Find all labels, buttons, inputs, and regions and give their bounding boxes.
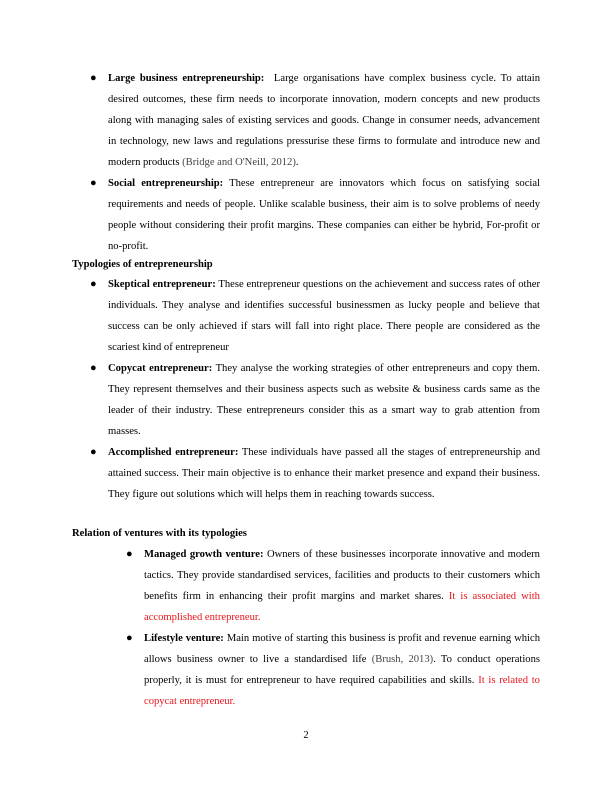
highlighted-note: It is associated with accomplished entrepreneur. <box>144 591 540 623</box>
item-title: Copycat entrepreneur: <box>108 363 213 374</box>
list-item <box>90 68 540 173</box>
item-title: Managed growth venture: <box>144 549 264 560</box>
item-end: . <box>295 157 299 168</box>
bullet-icon: ● <box>90 446 97 458</box>
list-item <box>90 442 540 505</box>
entrepreneurship-types-list <box>90 68 540 257</box>
item-text-continued: . To conduct operations properly, it is must for entrepreneur to have required capabilities and skills. <box>144 654 541 686</box>
list-item <box>126 628 541 712</box>
item-title: Accomplished entrepreneur: <box>108 447 239 458</box>
bullet-icon: ● <box>126 548 133 560</box>
item-text: These entrepreneur are innovators which focus on satisfying social requirements and needs of people. Unlike scalable business, their aim is to solve problems of needy people without considering their profit margins. These companies can either be hybrid, For-profit or no-profit. <box>108 178 540 252</box>
typologies-list <box>90 274 541 505</box>
bullet-icon: ● <box>90 177 97 189</box>
item-text: Large organisations have complex business cycle. To attain desired outcomes, these firm needs to incorporate innovation, modern concepts and new products along with managing sales of existing services and goods. Change in consumer needs, advancement in technology, new laws and regulations pressurise these firms to formulate and introduce new and modern products <box>108 73 540 168</box>
item-text: These entrepreneur questions on the achievement and success rates of other individuals. They analyse and identifies successful businessmen as lucky people and believe that success can be only achieved if stars will fall into right place. There people are considered as the scariest kind of entrepreneur <box>108 279 541 353</box>
item-text: Owners of these businesses incorporate innovative and modern tactics. They provide standardised services, facilities and products to their customers which benefits firm in enhancing their profit margins and market shares. <box>144 549 540 602</box>
citation: (Brush, 2013) <box>371 654 434 665</box>
page-number: 2 <box>303 730 309 741</box>
item-title: Large business entrepreneurship: <box>108 73 265 84</box>
item-title: Social entrepreneurship: <box>108 178 224 189</box>
section-heading-typologies: Typologies of entrepreneurship <box>72 259 213 270</box>
item-text: These individuals have passed all the stages of entrepreneurship and attained success. Their main objective is to enhance their market presence and expand their business. They figure out solutions which will helps them in reaching towards success. <box>108 447 540 500</box>
list-item <box>126 544 540 628</box>
bullet-icon: ● <box>126 632 133 644</box>
item-title: Skeptical entrepreneur: <box>108 279 216 290</box>
ventures-list <box>126 544 541 712</box>
item-text: Main motive of starting this business is profit and revenue earning which allows business owner to live a standardised life <box>144 633 541 665</box>
list-item <box>90 274 541 358</box>
bullet-icon: ● <box>90 72 97 84</box>
bullet-icon: ● <box>90 362 97 374</box>
bullet-icon: ● <box>90 278 97 290</box>
citation: (Bridge and O'Neill, 2012) <box>182 157 296 168</box>
list-item <box>90 173 540 257</box>
list-item <box>90 358 540 442</box>
item-title: Lifestyle venture: <box>144 633 224 644</box>
item-text: They analyse the working strategies of other entrepreneurs and copy them. They represent themselves and their business aspects such as website & business cards same as the leader of their industry. These entrepreneurs consider this as a smart way to grab attention from masses. <box>108 363 540 437</box>
section-heading-relation: Relation of ventures with its typologies <box>72 528 247 539</box>
highlighted-note: It is related to copycat entrepreneur. <box>144 675 540 707</box>
